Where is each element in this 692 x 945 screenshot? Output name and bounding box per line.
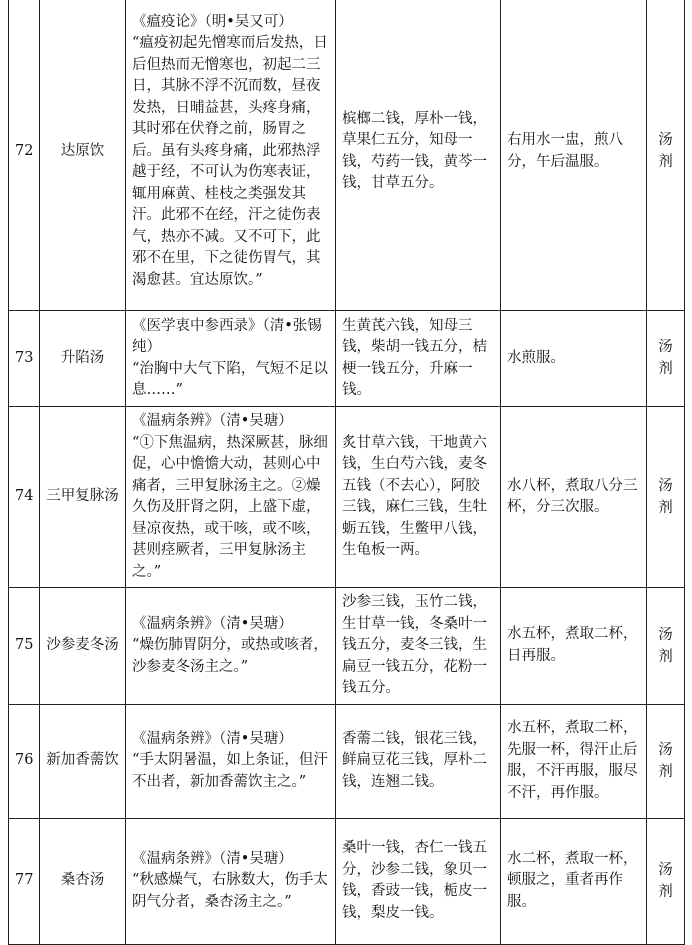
dosage-form: 汤剂 [658, 741, 673, 780]
row-number: 73 [9, 311, 40, 407]
dosage-form: 汤剂 [658, 477, 673, 516]
source-cell [126, 818, 336, 944]
source-quote: “治胸中大气下陷，气短不足以息……” [132, 360, 328, 398]
row-number: 74 [9, 407, 40, 588]
table-row [9, 407, 685, 588]
row-number: 76 [9, 704, 40, 818]
dosage-form-cell [647, 588, 685, 705]
dosage-form: 汤剂 [658, 626, 673, 665]
table-row [9, 704, 685, 818]
source-quote: “秋感燥气，右脉数大，伤手太阴气分者，桑杏汤主之。” [132, 872, 328, 910]
formula-name: 沙参麦冬汤 [40, 588, 126, 705]
usage: 水二杯，煮取一杯，顿服之，重者再作服。 [501, 818, 647, 944]
source-cell [126, 311, 336, 407]
formula-name: 桑杏汤 [40, 818, 126, 944]
formula-name: 三甲复脉汤 [40, 407, 126, 588]
source-quote: “燥伤肺胃阴分，或热或咳者，沙参麦冬汤主之。” [132, 637, 328, 675]
table-row [9, 311, 685, 407]
table-row [9, 0, 685, 311]
usage: 水煎服。 [501, 311, 647, 407]
usage: 水五杯，煮取二杯，先服一杯，得汗止后服，不汗再服，服尽不汗，再作服。 [501, 704, 647, 818]
row-number: 77 [9, 818, 40, 944]
source-title: 《温病条辨》（清•吴瑭） [132, 730, 293, 747]
table-row [9, 588, 685, 705]
formula-table [8, 0, 685, 945]
source-title: 《医学衷中参西录》（清•张锡纯） [132, 317, 322, 355]
composition: 生黄芪六钱，知母三钱，柴胡一钱五分，桔梗一钱五分，升麻一钱。 [336, 311, 501, 407]
dosage-form-cell [647, 311, 685, 407]
dosage-form-cell [647, 818, 685, 944]
dosage-form-cell [647, 407, 685, 588]
source-cell [126, 0, 336, 311]
source-cell [126, 588, 336, 705]
dosage-form: 汤剂 [658, 132, 673, 171]
source-cell [126, 407, 336, 588]
source-cell [126, 704, 336, 818]
formula-name: 新加香薷饮 [40, 704, 126, 818]
composition: 炙甘草六钱，干地黄六钱，生白芍六钱，麦冬五钱（不去心），阿胶三钱，麻仁三钱，生牡蛎五钱，生鳖甲八钱，生龟板一两。 [336, 407, 501, 588]
source-title: 《温病条辨》（清•吴瑭） [132, 615, 293, 632]
source-title: 《温病条辨》（清•吴瑭） [132, 850, 293, 867]
usage: 水八杯，煮取八分三杯，分三次服。 [501, 407, 647, 588]
table-row [9, 818, 685, 944]
dosage-form-cell [647, 704, 685, 818]
source-quote: “瘟疫初起先憎寒而后发热，日后但热而无憎寒也，初起二三日，其脉不浮不沉而数，昼夜发热，日晡益甚，头疼身痛，其时邪在伏脊之前，肠胃之后。虽有头疼身痛，此邪热浮越于经，不可认为伤寒表证，辄用麻黄、桂枝之类强发其汗。此邪不在经，汗之徒伤表气，热亦不减。又不可下，此邪不在里，下之徒伤胃气，其渴愈甚。宜达原饮。” [132, 35, 328, 288]
composition: 香薷二钱，银花三钱，鲜扁豆花三钱，厚朴二钱，连翘二钱。 [336, 704, 501, 818]
formula-name: 升陷汤 [40, 311, 126, 407]
row-number: 75 [9, 588, 40, 705]
usage: 右用水一盅，煎八分，午后温服。 [501, 0, 647, 311]
dosage-form: 汤剂 [658, 339, 673, 378]
source-title: 《温病条辨》（清•吴瑭） [132, 413, 293, 429]
composition: 桑叶一钱，杏仁一钱五分，沙参二钱，象贝一钱，香豉一钱，栀皮一钱，梨皮一钱。 [336, 818, 501, 944]
source-quote: “手太阴暑温，如上条证，但汗不出者，新加香薷饮主之。” [132, 752, 328, 790]
usage: 水五杯，煮取二杯，日再服。 [501, 588, 647, 705]
dosage-form: 汤剂 [658, 861, 673, 900]
dosage-form-cell [647, 0, 685, 311]
formula-name: 达原饮 [40, 0, 126, 311]
composition: 槟榔二钱，厚朴一钱，草果仁五分，知母一钱，芍药一钱，黄芩一钱，甘草五分。 [336, 0, 501, 311]
source-title: 《瘟疫论》（明•吴又可） [132, 13, 293, 30]
source-quote: “①下焦温病，热深厥甚，脉细促，心中憺憺大动，甚则心中痛者，三甲复脉汤主之。②燥久伤及肝肾之阴，上盛下虚，昼凉夜热，或干咳，或不咳，甚则痉厥者，三甲复脉汤主之。” [132, 434, 328, 580]
composition: 沙参三钱，玉竹二钱，生甘草一钱，冬桑叶一钱五分，麦冬三钱，生扁豆一钱五分，花粉一钱五分。 [336, 588, 501, 705]
row-number: 72 [9, 0, 40, 311]
